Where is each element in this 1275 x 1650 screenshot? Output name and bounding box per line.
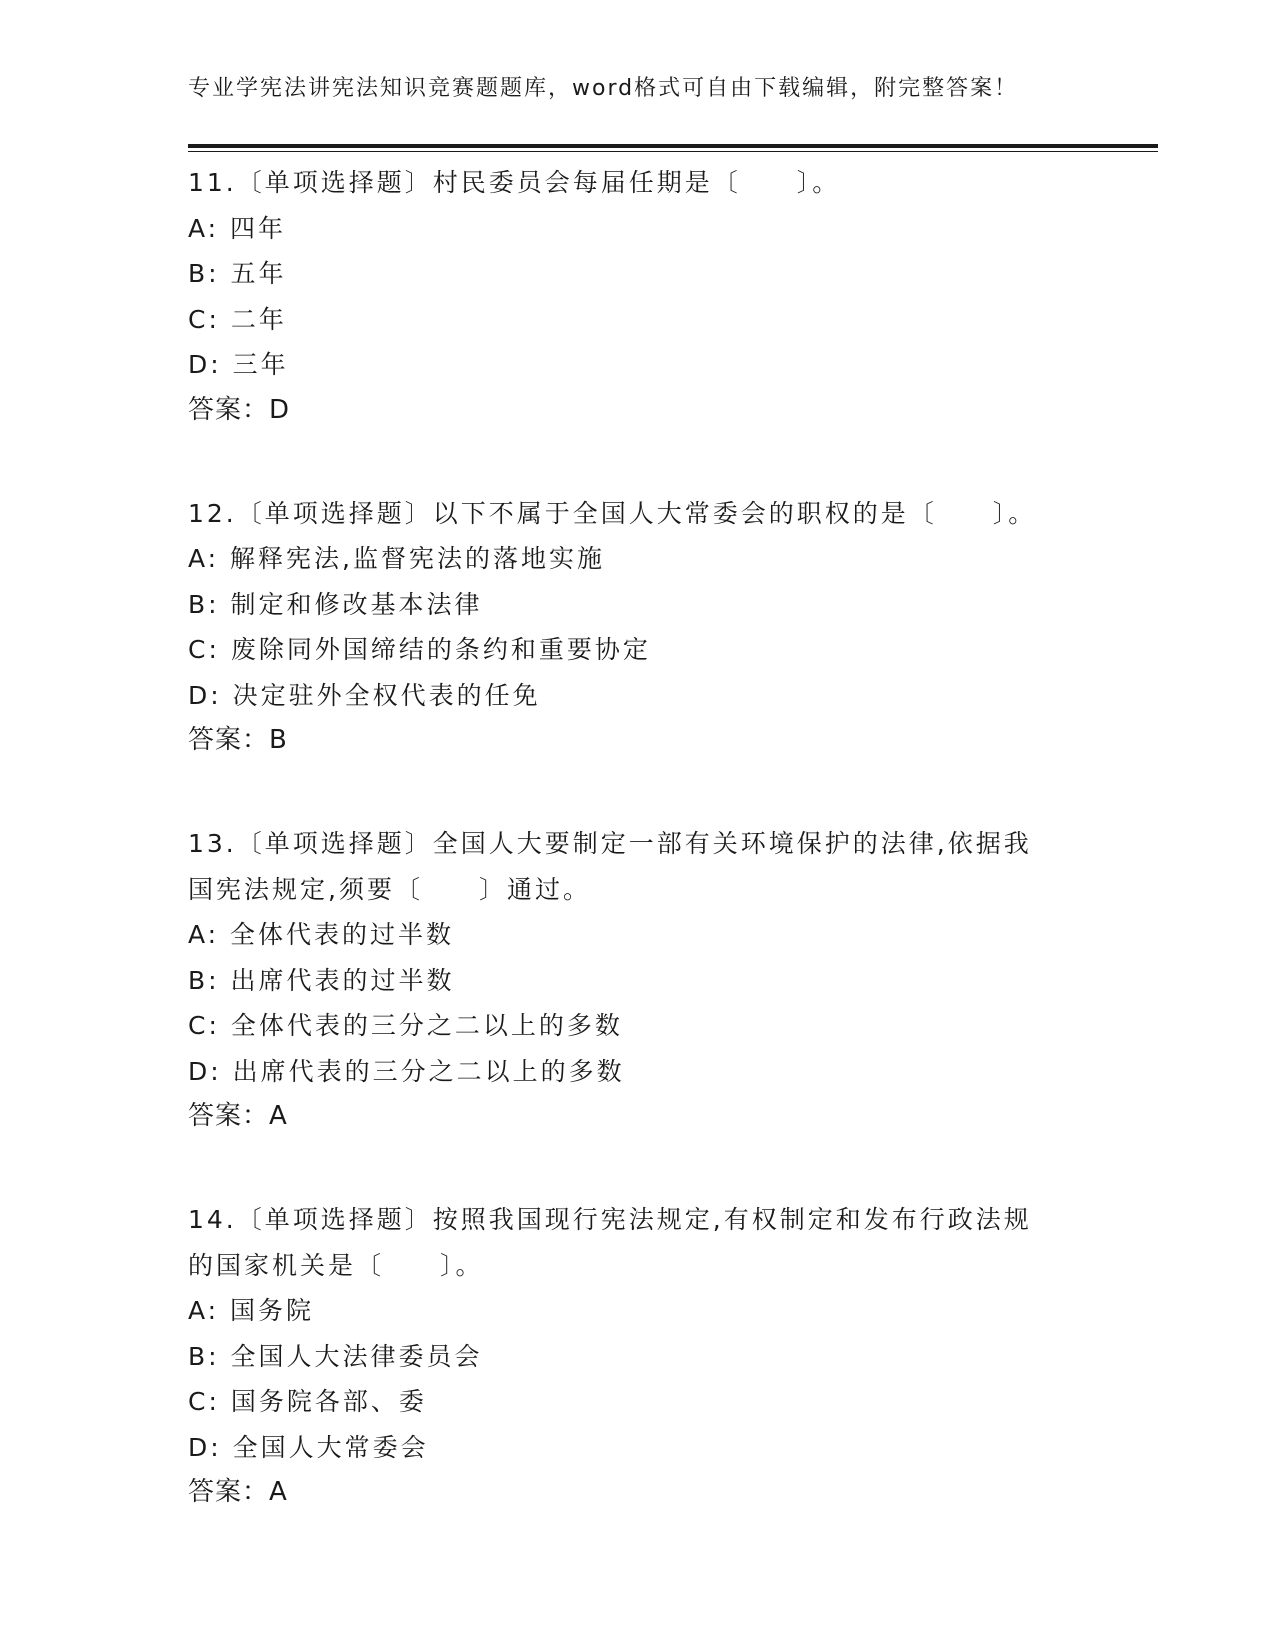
question-13 — [188, 821, 1088, 1139]
answer-line: 答案：A — [188, 1101, 288, 1131]
header-rule-thick — [188, 144, 1158, 148]
page-header: 专业学宪法讲宪法知识竞赛题题库，word格式可自由下载编辑，附完整答案！ — [188, 76, 1019, 101]
option-b: B: 出席代表的过半数 — [188, 965, 455, 995]
answer-line: 答案：A — [188, 1477, 288, 1507]
question-14 — [188, 1197, 1088, 1515]
question-list — [188, 160, 1088, 1573]
answer-line: 答案：B — [188, 725, 288, 755]
question-stem: 13.〔单项选择题〕全国人大要制定一部有关环境保护的法律,依据我 — [188, 829, 1032, 858]
header-rule-thin — [188, 151, 1158, 152]
option-c: C: 废除同外国缔结的条约和重要协定 — [188, 635, 651, 664]
question-12 — [188, 491, 1088, 764]
question-stem-continued: 的国家机关是〔 〕。 — [188, 1250, 484, 1280]
option-c: C: 二年 — [188, 304, 287, 334]
question-11 — [188, 160, 1088, 433]
option-b: B: 制定和修改基本法律 — [188, 589, 483, 619]
option-a: A: 国务院 — [188, 1296, 315, 1325]
option-d: D: 三年 — [188, 350, 289, 379]
option-c: C: 全体代表的三分之二以上的多数 — [188, 1011, 623, 1040]
option-d: D: 决定驻外全权代表的任免 — [188, 680, 541, 710]
option-d: D: 出席代表的三分之二以上的多数 — [188, 1056, 625, 1086]
option-b: B: 五年 — [188, 259, 287, 288]
question-stem-continued: 国宪法规定,须要〔 〕通过。 — [188, 874, 591, 904]
option-a: A: 全体代表的过半数 — [188, 920, 455, 949]
question-stem: 11.〔单项选择题〕村民委员会每届任期是〔 〕。 — [188, 168, 841, 197]
answer-line: 答案：D — [188, 394, 291, 425]
option-c: C: 国务院各部、委 — [188, 1387, 427, 1416]
option-a: A: 四年 — [188, 213, 287, 243]
question-stem: 14.〔单项选择题〕按照我国现行宪法规定,有权制定和发布行政法规 — [188, 1205, 1032, 1234]
option-d: D: 全国人大常委会 — [188, 1432, 429, 1462]
option-b: B: 全国人大法律委员会 — [188, 1341, 483, 1371]
question-stem: 12.〔单项选择题〕以下不属于全国人大常委会的职权的是〔 〕。 — [188, 498, 1037, 528]
option-a: A: 解释宪法,监督宪法的落地实施 — [188, 544, 605, 573]
